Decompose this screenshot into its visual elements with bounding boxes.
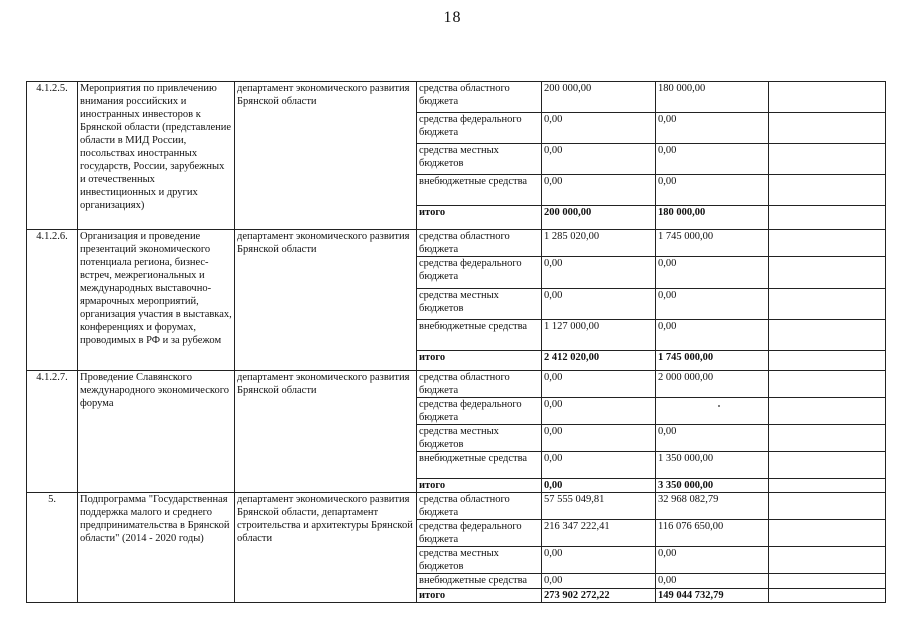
funding-source: средства областного бюджета [417, 371, 542, 398]
funding-source: средства областного бюджета [417, 230, 542, 257]
total-value-1: 2 412 020,00 [542, 351, 656, 371]
funding-value-1: 0,00 [542, 175, 656, 206]
funding-value-1: 1 127 000,00 [542, 320, 656, 351]
item-name: Организация и проведение презентаций экономического потенциала региона, бизнес-встреч, межрегиональных и международных выставочно-ярмарочных мероприятий, организация участия в выставках, конференциях и форумах, проводимых в РФ и за рубежом [78, 230, 235, 371]
funding-value-2: 0,00 [656, 425, 769, 452]
table-row [27, 82, 886, 113]
funding-value-2: 2 000 000,00 [656, 371, 769, 398]
funding-value-2: 116 076 650,00 [656, 520, 769, 547]
total-label: итого [417, 206, 542, 230]
funding-source: внебюджетные средства [417, 320, 542, 351]
funding-source: средства местных бюджетов [417, 425, 542, 452]
funding-value-3 [769, 230, 886, 257]
funding-value-1: 0,00 [542, 398, 656, 425]
funding-value-1: 1 285 020,00 [542, 230, 656, 257]
funding-source: средства областного бюджета [417, 493, 542, 520]
total-value-1: 200 000,00 [542, 206, 656, 230]
funding-value-2: 0,00 [656, 144, 769, 175]
funding-value-1: 0,00 [542, 371, 656, 398]
funding-value-1: 216 347 222,41 [542, 520, 656, 547]
funding-source: внебюджетные средства [417, 574, 542, 589]
funding-value-1: 0,00 [542, 113, 656, 144]
funding-source: средства федерального бюджета [417, 398, 542, 425]
total-value-1: 273 902 272,22 [542, 589, 656, 603]
total-value-2: 149 044 732,79 [656, 589, 769, 603]
funding-value-1: 0,00 [542, 425, 656, 452]
funding-source: средства федерального бюджета [417, 257, 542, 289]
total-value-2: 180 000,00 [656, 206, 769, 230]
funding-value-2: 32 968 082,79 [656, 493, 769, 520]
funding-value-3 [769, 351, 886, 371]
funding-value-2: 0,00 [656, 320, 769, 351]
item-code: 5. [27, 493, 78, 603]
total-label: итого [417, 479, 542, 493]
funding-value-3 [769, 547, 886, 574]
item-name: Мероприятия по привлечению внимания российских и иностранных инвесторов к Брянской области (представление области в МИД России, посольствах иностранных государств, России, зарубежных и отечественных инвестиционных и других организациях) [78, 82, 235, 230]
item-executor: департамент экономического развития Брянской области [235, 230, 417, 371]
funding-value-2 [656, 398, 769, 425]
funding-source: средства федерального бюджета [417, 113, 542, 144]
funding-value-2: 0,00 [656, 257, 769, 289]
funding-value-3 [769, 425, 886, 452]
funding-value-3 [769, 175, 886, 206]
item-code: 4.1.2.5. [27, 82, 78, 230]
funding-value-2: 0,00 [656, 175, 769, 206]
item-executor: департамент экономического развития Брянской области, департамент строительства и архитектуры Брянской области [235, 493, 417, 603]
total-label: итого [417, 351, 542, 371]
funding-source: средства федерального бюджета [417, 520, 542, 547]
scan-dot [718, 405, 720, 407]
budget-table [26, 81, 886, 603]
funding-source: средства местных бюджетов [417, 547, 542, 574]
total-label: итого [417, 589, 542, 603]
funding-value-1: 0,00 [542, 257, 656, 289]
funding-value-3 [769, 82, 886, 113]
item-name: Проведение Славянского международного экономического форума [78, 371, 235, 493]
funding-value-1: 0,00 [542, 452, 656, 479]
funding-source: внебюджетные средства [417, 452, 542, 479]
funding-value-3 [769, 113, 886, 144]
funding-value-3 [769, 398, 886, 425]
item-code: 4.1.2.6. [27, 230, 78, 371]
table-row [27, 493, 886, 520]
funding-source: средства местных бюджетов [417, 289, 542, 320]
funding-value-2: 0,00 [656, 547, 769, 574]
funding-value-2: 0,00 [656, 289, 769, 320]
funding-source: внебюджетные средства [417, 175, 542, 206]
funding-source: средства местных бюджетов [417, 144, 542, 175]
item-code: 4.1.2.7. [27, 371, 78, 493]
funding-value-3 [769, 452, 886, 479]
funding-value-3 [769, 144, 886, 175]
funding-value-1: 57 555 049,81 [542, 493, 656, 520]
total-value-2: 1 745 000,00 [656, 351, 769, 371]
funding-value-3 [769, 371, 886, 398]
funding-value-3 [769, 589, 886, 603]
page-number: 18 [443, 9, 462, 26]
funding-value-2: 1 350 000,00 [656, 452, 769, 479]
funding-value-3 [769, 574, 886, 589]
funding-value-3 [769, 206, 886, 230]
funding-value-3 [769, 257, 886, 289]
funding-source: средства областного бюджета [417, 82, 542, 113]
funding-value-1: 0,00 [542, 144, 656, 175]
funding-value-3 [769, 493, 886, 520]
funding-value-3 [769, 479, 886, 493]
item-executor: департамент экономического развития Брянской области [235, 82, 417, 230]
table-row [27, 371, 886, 398]
funding-value-1: 0,00 [542, 547, 656, 574]
funding-value-3 [769, 320, 886, 351]
total-value-2: 3 350 000,00 [656, 479, 769, 493]
funding-value-2: 1 745 000,00 [656, 230, 769, 257]
funding-value-2: 0,00 [656, 113, 769, 144]
funding-value-2: 180 000,00 [656, 82, 769, 113]
funding-value-1: 0,00 [542, 289, 656, 320]
funding-value-1: 0,00 [542, 574, 656, 589]
total-value-1: 0,00 [542, 479, 656, 493]
funding-value-3 [769, 520, 886, 547]
item-executor: департамент экономического развития Брянской области [235, 371, 417, 493]
funding-value-3 [769, 289, 886, 320]
item-name: Подпрограмма "Государственная поддержка малого и среднего предпринимательства в Брянской области" (2014 - 2020 годы) [78, 493, 235, 603]
table-row [27, 230, 886, 257]
funding-value-2: 0,00 [656, 574, 769, 589]
funding-value-1: 200 000,00 [542, 82, 656, 113]
